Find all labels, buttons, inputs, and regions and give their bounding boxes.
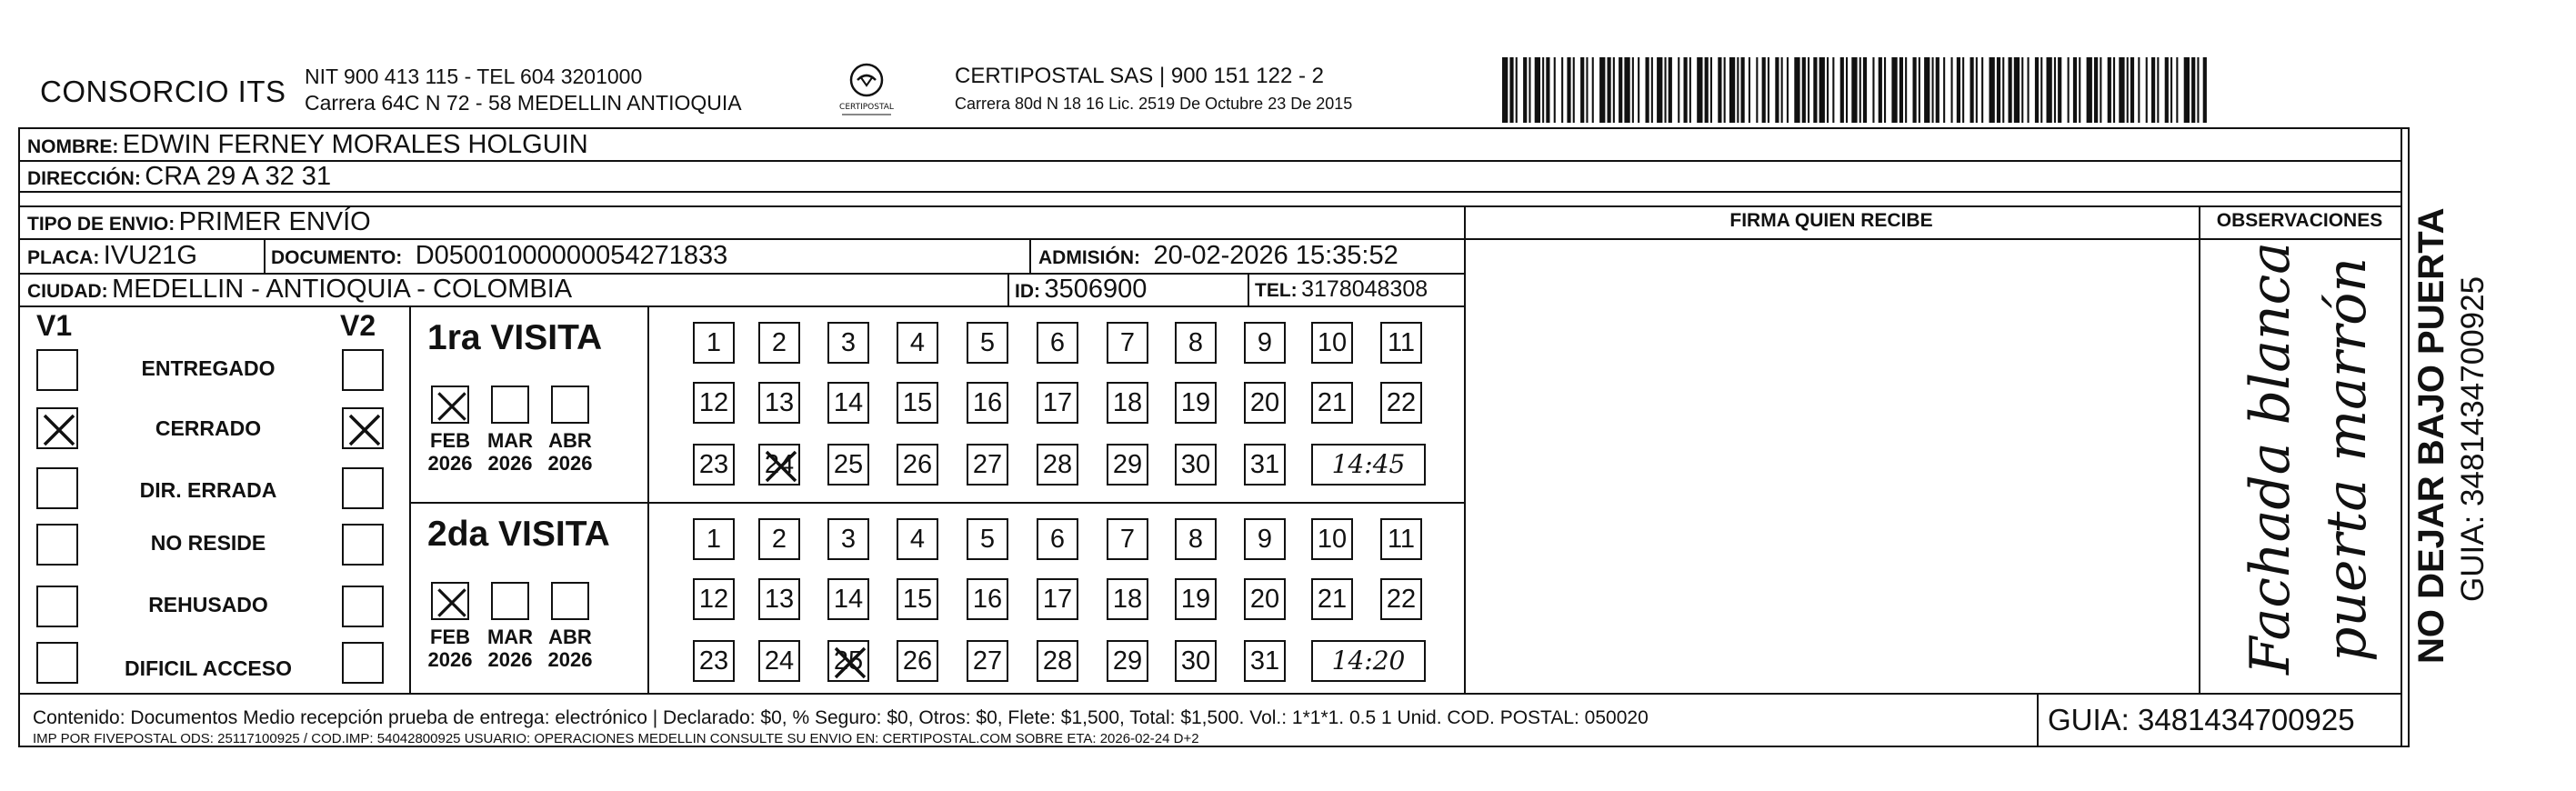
day-box[interactable]: 6 <box>1037 518 1078 560</box>
visit-time-box[interactable]: 14:20 <box>1311 640 1426 682</box>
day-box[interactable]: 22 <box>1380 578 1422 620</box>
barcode-bar <box>1729 57 1735 123</box>
day-box[interactable]: 3 <box>827 322 869 364</box>
month-name: FEB <box>430 626 470 648</box>
day-box[interactable]: 29 <box>1107 640 1148 682</box>
documento-cell <box>271 241 727 271</box>
observacion-handwritten-1: Fachada blanca <box>2239 242 2302 675</box>
month-name: ABR <box>548 626 592 648</box>
barcode-bar <box>1665 57 1667 123</box>
admision-label: ADMISIÓN: <box>1038 247 1140 268</box>
status-label: NO RESIDE <box>150 531 266 555</box>
day-box[interactable]: 9 <box>1244 322 1286 364</box>
barcode-bar <box>2073 57 2077 123</box>
x-mark-icon <box>38 409 80 451</box>
certipostal-logo <box>835 56 898 122</box>
day-box[interactable]: 10 <box>1311 518 1353 560</box>
barcode-bar <box>2138 57 2140 123</box>
day-box[interactable]: 17 <box>1037 382 1078 424</box>
barcode-bar <box>1943 57 1945 123</box>
day-box[interactable]: 27 <box>967 640 1008 682</box>
barcode-bar <box>2028 57 2030 123</box>
barcode-bar <box>2047 57 2052 123</box>
month-label <box>540 429 600 475</box>
barcode-bar <box>1580 57 1584 123</box>
barcode-bar <box>1781 57 1783 123</box>
month-label <box>420 429 480 475</box>
row-divider <box>1464 238 2401 240</box>
month-name: MAR <box>486 429 534 452</box>
day-box[interactable]: 19 <box>1175 382 1217 424</box>
row-divider <box>18 305 1464 307</box>
side-guia-number: GUIA: 3481434700925 <box>2455 275 2491 602</box>
x-mark-icon <box>344 409 386 451</box>
day-box[interactable]: 4 <box>897 322 938 364</box>
month-label <box>480 626 540 671</box>
v1-checkbox[interactable] <box>36 407 78 449</box>
status-label: CERRADO <box>155 416 262 440</box>
postal-company-line: CERTIPOSTAL SAS | 900 151 122 - 2 <box>955 64 1324 88</box>
status-label: DIFICIL ACCESO <box>124 656 292 680</box>
barcode-bar <box>1586 57 1588 123</box>
observaciones-header: OBSERVACIONES <box>2216 210 2383 231</box>
barcode-bar <box>1657 57 1662 123</box>
barcode-bar <box>1613 57 1615 123</box>
ciudad-value: MEDELLIN - ANTIOQUIA - COLOMBIA <box>112 275 573 304</box>
column-divider <box>2401 127 2402 747</box>
tel-label: TEL: <box>1255 280 1298 301</box>
month-year: 2026 <box>487 452 533 475</box>
barcode-bar <box>1646 57 1649 123</box>
day-box[interactable]: 21 <box>1311 382 1353 424</box>
barcode-bar <box>2002 57 2004 123</box>
barcode-bar <box>1573 57 1575 123</box>
barcode-bar <box>2184 57 2190 123</box>
barcode-bar <box>1840 57 1844 123</box>
day-box[interactable]: 25 <box>827 444 869 486</box>
barcode-bar <box>1697 57 1702 123</box>
barcode-bar <box>1859 57 1861 123</box>
v2-checkbox[interactable] <box>342 586 384 627</box>
barcode-bar <box>1523 57 1527 123</box>
id-value: 3506900 <box>1044 275 1148 304</box>
row-divider <box>409 502 1464 504</box>
contenido-line: Contenido: Documentos Medio recepción prueba de entrega: electrónico | Declarado: $0, % Seguro: $0, Otros: $0, Flete: $1,500, Total: $1,500. Vol.: 1*1*1. 0.5 1 Unid. COD. POSTAL: 050020 <box>33 707 1649 728</box>
barcode-bar <box>1599 57 1605 123</box>
barcode-bar <box>1832 57 1834 123</box>
barcode-bar <box>2040 57 2042 123</box>
column-divider <box>1029 238 1031 273</box>
barcode-bar <box>1863 57 1867 123</box>
v1-checkbox[interactable] <box>36 349 78 391</box>
barcode-bar <box>1872 57 1874 123</box>
row-divider <box>18 191 2401 193</box>
day-box[interactable]: 20 <box>1244 382 1286 424</box>
day-box[interactable]: 10 <box>1311 322 1353 364</box>
barcode-bar <box>1802 57 1806 123</box>
day-box[interactable]: 11 <box>1380 518 1422 560</box>
barcode-bar <box>2079 57 2080 123</box>
row-divider <box>18 160 2401 162</box>
barcode-bar <box>1905 57 1907 123</box>
barcode-bar <box>2151 57 2155 123</box>
day-box[interactable]: 15 <box>897 382 938 424</box>
day-box[interactable]: 30 <box>1175 640 1217 682</box>
tipo-envio-value: PRIMER ENVÍO <box>178 207 371 236</box>
barcode-bar <box>1684 57 1688 123</box>
day-box[interactable]: 29 <box>1107 444 1148 486</box>
month-year: 2026 <box>547 648 593 671</box>
barcode-bar <box>1624 57 1629 123</box>
month-year: 2026 <box>487 648 533 671</box>
barcode-bar <box>1737 57 1739 123</box>
barcode-bar <box>2191 57 2195 123</box>
day-box[interactable]: 2 <box>758 322 800 364</box>
day-box[interactable]: 2 <box>758 518 800 560</box>
direccion-label: DIRECCIÓN: <box>27 168 141 189</box>
barcode-bar <box>1546 57 1549 123</box>
barcode-bar <box>1535 57 1540 123</box>
tel-cell <box>1255 276 1428 303</box>
day-box[interactable]: 28 <box>1037 444 1078 486</box>
day-box[interactable]: 17 <box>1037 578 1078 620</box>
tel-value: 3178048308 <box>1301 276 1428 302</box>
tipo-envio-label: TIPO DE ENVIO: <box>27 214 175 235</box>
barcode-bar <box>2068 57 2070 123</box>
barcode-bar <box>1592 57 1594 123</box>
barcode-bar <box>1502 57 1508 123</box>
barcode-bar <box>1951 57 1953 123</box>
month-checkbox[interactable] <box>491 582 529 620</box>
barcode-bar <box>1924 57 1929 123</box>
barcode-bar <box>1976 57 1978 123</box>
day-box[interactable]: 8 <box>1175 322 1217 364</box>
barcode-bar <box>1542 57 1544 123</box>
month-checkbox[interactable] <box>431 385 469 424</box>
barcode-bar <box>1516 57 1518 123</box>
barcode-bar <box>1554 57 1556 123</box>
day-box[interactable]: 8 <box>1175 518 1217 560</box>
month-year: 2026 <box>547 452 593 475</box>
admision-cell <box>1038 241 1398 271</box>
nombre-row <box>27 130 588 160</box>
barcode-bar <box>2176 57 2178 123</box>
barcode-bar <box>2113 57 2115 123</box>
barcode-bar <box>1936 57 1940 123</box>
day-box[interactable]: 21 <box>1311 578 1353 620</box>
v2-checkbox[interactable] <box>342 642 384 684</box>
column-divider <box>647 305 649 693</box>
day-box[interactable]: 16 <box>967 382 1008 424</box>
day-box[interactable]: 26 <box>897 640 938 682</box>
documento-value: D05001000000054271833 <box>415 241 728 270</box>
status-label: ENTREGADO <box>141 356 276 380</box>
day-box[interactable]: 18 <box>1107 578 1148 620</box>
placa-value: IVU21G <box>103 241 197 270</box>
company-nit: NIT 900 413 115 - TEL 604 3201000 <box>305 65 643 88</box>
postal-company-address: Carrera 80d N 18 16 Lic. 2519 De Octubre 23 De 2015 <box>955 95 1353 113</box>
v2-checkbox[interactable] <box>342 467 384 509</box>
placa-label: PLACA: <box>27 247 100 268</box>
barcode-bar <box>2119 57 2124 123</box>
barcode-bar <box>2100 57 2101 123</box>
barcode-bar <box>2087 57 2092 123</box>
day-box[interactable]: 12 <box>693 382 735 424</box>
day-box[interactable]: 1 <box>693 322 735 364</box>
barcode <box>1502 57 2208 123</box>
ciudad-cell <box>27 275 572 305</box>
barcode-bar <box>1561 57 1563 123</box>
x-mark-icon <box>433 584 471 622</box>
day-box[interactable]: 13 <box>758 382 800 424</box>
company-address: Carrera 64C N 72 - 58 MEDELLIN ANTIOQUIA <box>305 91 742 115</box>
barcode-bar <box>1678 57 1679 123</box>
id-label: ID: <box>1015 281 1040 302</box>
barcode-bar <box>1710 57 1712 123</box>
company-info <box>305 64 742 116</box>
day-box[interactable]: 30 <box>1175 444 1217 486</box>
barcode-bar <box>1762 57 1766 123</box>
column-divider <box>1007 273 1009 305</box>
barcode-bar <box>1775 57 1779 123</box>
barcode-bar <box>1899 57 1903 123</box>
month-year: 2026 <box>427 452 473 475</box>
observacion-handwritten-2: puerta marrón <box>2315 257 2379 662</box>
barcode-bar <box>1741 57 1745 123</box>
day-box[interactable]: 3 <box>827 518 869 560</box>
row-divider <box>18 238 1464 240</box>
day-box[interactable]: 19 <box>1175 578 1217 620</box>
guia-number: GUIA: 3481434700925 <box>2048 703 2355 736</box>
svg-text:CERTIPOSTAL: CERTIPOSTAL <box>839 103 894 112</box>
barcode-bar <box>1879 57 1882 123</box>
barcode-bar <box>1689 57 1691 123</box>
barcode-bar <box>1632 57 1634 123</box>
day-box[interactable]: 20 <box>1244 578 1286 620</box>
day-box[interactable]: 31 <box>1244 640 1286 682</box>
day-box[interactable]: 11 <box>1380 322 1422 364</box>
barcode-bar <box>2157 57 2159 123</box>
x-mark-icon <box>760 446 802 487</box>
visit-time-box[interactable]: 14:45 <box>1311 444 1426 486</box>
barcode-bar <box>1957 57 1960 123</box>
barcode-bar <box>2197 57 2199 123</box>
barcode-bar <box>2058 57 2061 123</box>
visit-title: 2da VISITA <box>427 515 610 554</box>
direccion-row <box>27 162 331 192</box>
ciudad-label: CIUDAD: <box>27 281 108 302</box>
day-box[interactable]: 23 <box>693 444 735 486</box>
day-box[interactable]: 24 <box>758 444 800 486</box>
nombre-value: EDWIN FERNEY MORALES HOLGUIN <box>122 130 588 159</box>
column-divider <box>2199 205 2200 693</box>
column-divider <box>1248 273 1249 305</box>
month-label <box>540 626 600 671</box>
barcode-bar <box>2108 57 2111 123</box>
v2-header: V2 <box>340 309 376 342</box>
day-box[interactable]: 23 <box>693 640 735 682</box>
column-divider <box>264 238 266 273</box>
barcode-bar <box>1990 57 1995 123</box>
status-label: DIR. ERRADA <box>139 478 277 502</box>
barcode-bar <box>2014 57 2020 123</box>
v2-checkbox[interactable] <box>342 407 384 449</box>
barcode-bar <box>1813 57 1817 123</box>
barcode-bar <box>1718 57 1721 123</box>
month-checkbox[interactable] <box>551 385 589 424</box>
barcode-bar <box>2146 57 2148 123</box>
barcode-bar <box>1981 57 1983 123</box>
nombre-label: NOMBRE: <box>27 136 119 157</box>
documento-label: DOCUMENTO: <box>271 247 403 268</box>
v1-header: V1 <box>36 309 73 342</box>
barcode-bar <box>2035 57 2039 123</box>
day-box[interactable]: 6 <box>1037 322 1078 364</box>
admision-value: 20-02-2026 15:35:52 <box>1153 241 1398 270</box>
barcode-bar <box>1529 57 1530 123</box>
day-box[interactable]: 7 <box>1107 518 1148 560</box>
day-box[interactable]: 24 <box>758 640 800 682</box>
firma-header: FIRMA QUIEN RECIBE <box>1729 210 1933 231</box>
barcode-bar <box>1962 57 1964 123</box>
imp-line: IMP POR FIVEPOSTAL ODS: 25117100925 / COD.IMP: 54042800925 USUARIO: OPERACIONES MEDELLIN CONSULTE SU ENVIO EN: CERTIPOSTAL.COM SOBRE ETA: 2026-02-24 D+2 <box>33 731 1199 746</box>
day-box[interactable]: 9 <box>1244 518 1286 560</box>
day-box[interactable]: 26 <box>897 444 938 486</box>
day-box[interactable]: 14 <box>827 578 869 620</box>
barcode-bar <box>1651 57 1653 123</box>
barcode-bar <box>1919 57 1920 123</box>
x-mark-icon <box>829 642 871 684</box>
barcode-bar <box>1827 57 1829 123</box>
month-label <box>480 429 540 475</box>
visit-title: 1ra VISITA <box>427 318 603 357</box>
month-name: MAR <box>486 626 534 648</box>
barcode-bar <box>1851 57 1857 123</box>
barcode-bar <box>1808 57 1809 123</box>
status-label: REHUSADO <box>148 593 268 616</box>
barcode-bar <box>1705 57 1709 123</box>
no-dejar-bajo-puerta: NO DEJAR BAJO PUERTA <box>2411 207 2451 664</box>
day-box[interactable]: 28 <box>1037 640 1078 682</box>
column-divider <box>2037 693 2039 747</box>
barcode-bar <box>1749 57 1750 123</box>
v2-checkbox[interactable] <box>342 524 384 566</box>
day-box[interactable]: 14 <box>827 382 869 424</box>
day-box[interactable]: 5 <box>967 322 1008 364</box>
barcode-bar <box>1913 57 1917 123</box>
v1-checkbox[interactable] <box>36 467 78 509</box>
barcode-bar <box>1756 57 1758 123</box>
column-divider <box>409 305 411 693</box>
barcode-bar <box>2054 57 2056 123</box>
tipo-envio-row <box>27 207 371 237</box>
barcode-bar <box>1619 57 1622 123</box>
x-mark-icon <box>433 387 471 426</box>
day-box[interactable]: 31 <box>1244 444 1286 486</box>
barcode-bar <box>1891 57 1897 123</box>
barcode-bar <box>2094 57 2098 123</box>
barcode-bar <box>2127 57 2129 123</box>
company-name: CONSORCIO ITS <box>40 75 286 108</box>
barcode-bar <box>1509 57 1513 123</box>
day-box[interactable]: 12 <box>693 578 735 620</box>
barcode-bar <box>2165 57 2169 123</box>
barcode-bar <box>1724 57 1726 123</box>
barcode-bar <box>1997 57 2000 123</box>
month-checkbox[interactable] <box>491 385 529 424</box>
barcode-bar <box>1794 57 1799 123</box>
day-box[interactable]: 25 <box>827 640 869 682</box>
barcode-bar <box>1787 57 1789 123</box>
v2-checkbox[interactable] <box>342 349 384 391</box>
month-label <box>420 626 480 671</box>
month-name: FEB <box>430 429 470 452</box>
day-box[interactable]: 13 <box>758 578 800 620</box>
barcode-bar <box>2009 57 2012 123</box>
month-checkbox[interactable] <box>551 582 589 620</box>
barcode-bar <box>1932 57 1934 123</box>
column-divider <box>1464 205 1466 693</box>
day-box[interactable]: 7 <box>1107 322 1148 364</box>
month-checkbox[interactable] <box>431 582 469 620</box>
day-box[interactable]: 4 <box>897 518 938 560</box>
barcode-bar <box>1819 57 1825 123</box>
barcode-bar <box>2203 57 2207 123</box>
day-box[interactable]: 15 <box>897 578 938 620</box>
v1-checkbox[interactable] <box>36 642 78 684</box>
barcode-bar <box>2130 57 2134 123</box>
day-box[interactable]: 22 <box>1380 382 1422 424</box>
day-box[interactable]: 18 <box>1107 382 1148 424</box>
row-divider <box>18 693 2401 695</box>
barcode-bar <box>1638 57 1639 123</box>
placa-cell <box>27 241 197 271</box>
barcode-bar <box>2021 57 2023 123</box>
month-year: 2026 <box>427 648 473 671</box>
barcode-bar <box>1768 57 1769 123</box>
day-box[interactable]: 27 <box>967 444 1008 486</box>
direccion-value: CRA 29 A 32 31 <box>145 162 332 191</box>
barcode-bar <box>1884 57 1886 123</box>
day-box[interactable]: 16 <box>967 578 1008 620</box>
barcode-bar <box>1669 57 1672 123</box>
month-name: ABR <box>548 429 592 452</box>
barcode-bar <box>1608 57 1611 123</box>
day-box[interactable]: 5 <box>967 518 1008 560</box>
barcode-bar <box>1970 57 1974 123</box>
v1-checkbox[interactable] <box>36 524 78 566</box>
barcode-bar <box>1846 57 1848 123</box>
v1-checkbox[interactable] <box>36 586 78 627</box>
id-cell <box>1015 275 1147 305</box>
barcode-bar <box>1567 57 1570 123</box>
day-box[interactable]: 1 <box>693 518 735 560</box>
barcode-bar <box>2170 57 2172 123</box>
row-divider <box>18 205 2401 207</box>
